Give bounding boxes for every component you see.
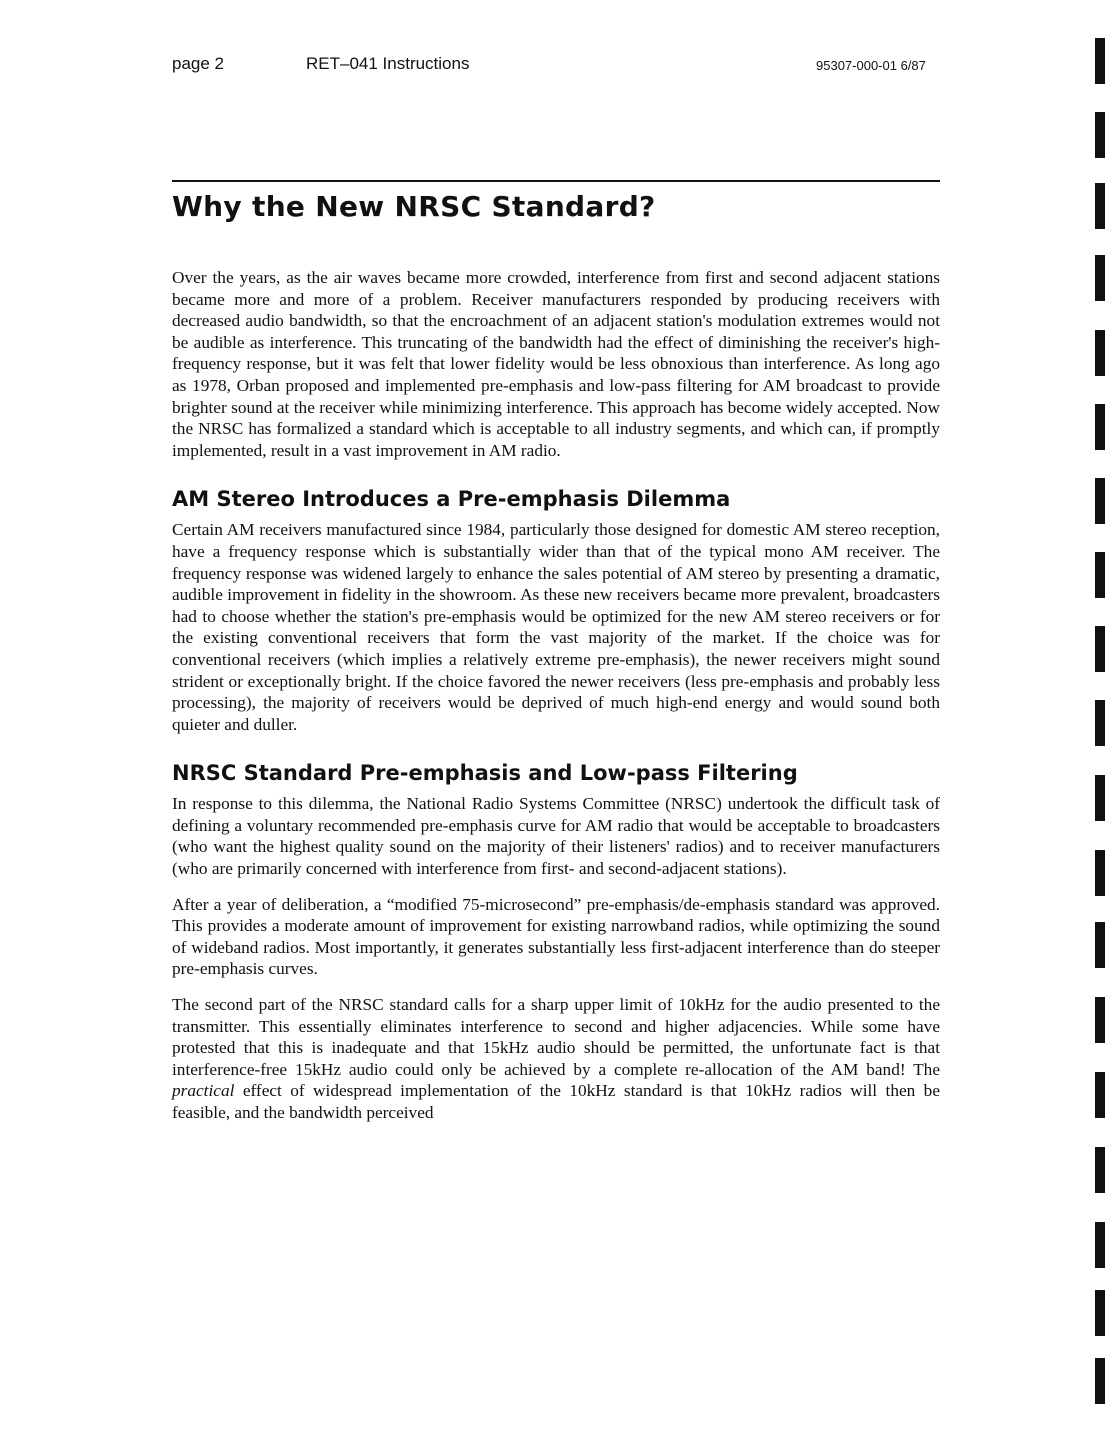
margin-mark bbox=[1095, 330, 1105, 376]
section-heading: NRSC Standard Pre-emphasis and Low-pass Filtering bbox=[172, 761, 798, 786]
page-title: Why the New NRSC Standard? bbox=[172, 190, 656, 223]
margin-mark bbox=[1095, 255, 1105, 301]
section-heading: AM Stereo Introduces a Pre-emphasis Dilemma bbox=[172, 487, 731, 512]
title-rule bbox=[172, 180, 940, 182]
body-text bbox=[172, 267, 940, 1138]
margin-mark bbox=[1095, 183, 1105, 229]
intro-paragraph: Over the years, as the air waves became more crowded, interference from first and second adjacent stations became more and more of a problem. Receiver manufacturers responded by producing receivers with decreased audio bandwidth, so that the encroachment of an adjacent station's modulation extremes would not be audible as interference. This truncating of the bandwidth had the effect of diminishing the receiver's high-frequency response, but it was felt that lower fidelity would be less obnoxious than interference. As long ago as 1978, Orban proposed and implemented pre-emphasis and low-pass filtering for AM broadcast to provide brighter sound at the receiver while minimizing interference. This approach has become widely accepted. Now the NRSC has formalized a standard which is acceptable to all industry segments, and which can, if promptly implemented, result in a vast improvement in AM radio. bbox=[172, 268, 940, 460]
margin-mark bbox=[1095, 775, 1105, 821]
page-number: page 2 bbox=[172, 54, 224, 73]
margin-mark bbox=[1095, 626, 1105, 672]
margin-mark bbox=[1095, 404, 1105, 450]
margin-mark bbox=[1095, 478, 1105, 524]
margin-mark bbox=[1095, 922, 1105, 968]
document-number: 95307-000-01 6/87 bbox=[816, 58, 926, 73]
margin-mark bbox=[1095, 1072, 1105, 1118]
margin-mark bbox=[1095, 552, 1105, 598]
margin-mark bbox=[1095, 850, 1105, 896]
paragraph: Certain AM receivers manufactured since 1984, particularly those designed for domestic AM stereo reception, have a frequency response which is substantially wider than that of the typical mono AM receiver. The frequency response was widened largely to enhance the sales potential of AM stereo by presenting a dramatic, audible improvement in fidelity in the showroom. As these new receivers became more prevalent, broadcasters had to choose whether the station's pre-emphasis would be optimized for the new AM stereo receivers or for the existing conventional receivers that form the vast majority of the market. If the choice was for conventional receivers (which implies a relatively extreme pre-emphasis), the newer receivers might sound strident or exceptionally bright. If the choice favored the newer receivers (less pre-emphasis and probably less processing), the majority of receivers would be deprived of much high-end energy and would sound both quieter and duller. bbox=[172, 520, 940, 734]
margin-mark bbox=[1095, 112, 1105, 158]
margin-mark bbox=[1095, 1290, 1105, 1336]
paragraph bbox=[172, 994, 940, 1124]
margin-mark bbox=[1095, 38, 1105, 84]
margin-mark bbox=[1095, 1147, 1105, 1193]
text-run: effect of widespread implementation of the 10kHz standard is that 10kHz radios will then be feasible, and the bandwidth perceived bbox=[172, 1081, 940, 1122]
margin-mark bbox=[1095, 1222, 1105, 1268]
margin-mark bbox=[1095, 1358, 1105, 1404]
document-title: RET–041 Instructions bbox=[306, 54, 470, 73]
emphasis: practical bbox=[172, 1081, 235, 1101]
margin-mark bbox=[1095, 700, 1105, 746]
paragraph: In response to this dilemma, the National Radio Systems Committee (NRSC) undertook the difficult task of defining a voluntary recommended pre-emphasis curve for AM radio that would be acceptable to broadcasters (who want the highest quality sound on the majority of their listeners' radios) and to receiver manufacturers (who are primarily concerned with interference from first- and second-adjacent stations). bbox=[172, 794, 940, 879]
text-run: The second part of the NRSC standard calls for a sharp upper limit of 10kHz for the audio presented to the transmitter. This essentially eliminates interference to second and higher adjacencies. While some have protested that this is inadequate and that 15kHz audio should be permitted, the unfortunate fact is that interference-free 15kHz audio could only be achieved by a complete re-allocation of the AM band! The bbox=[172, 995, 940, 1079]
margin-mark bbox=[1095, 997, 1105, 1043]
paragraph: After a year of deliberation, a “modified 75-microsecond” pre-emphasis/de-emphasis standard was approved. This provides a moderate amount of improvement for existing narrowband radios, while optimizing the sound of wideband radios. Most importantly, it generates substantially less first-adjacent interference than do steeper pre-emphasis curves. bbox=[172, 894, 940, 979]
